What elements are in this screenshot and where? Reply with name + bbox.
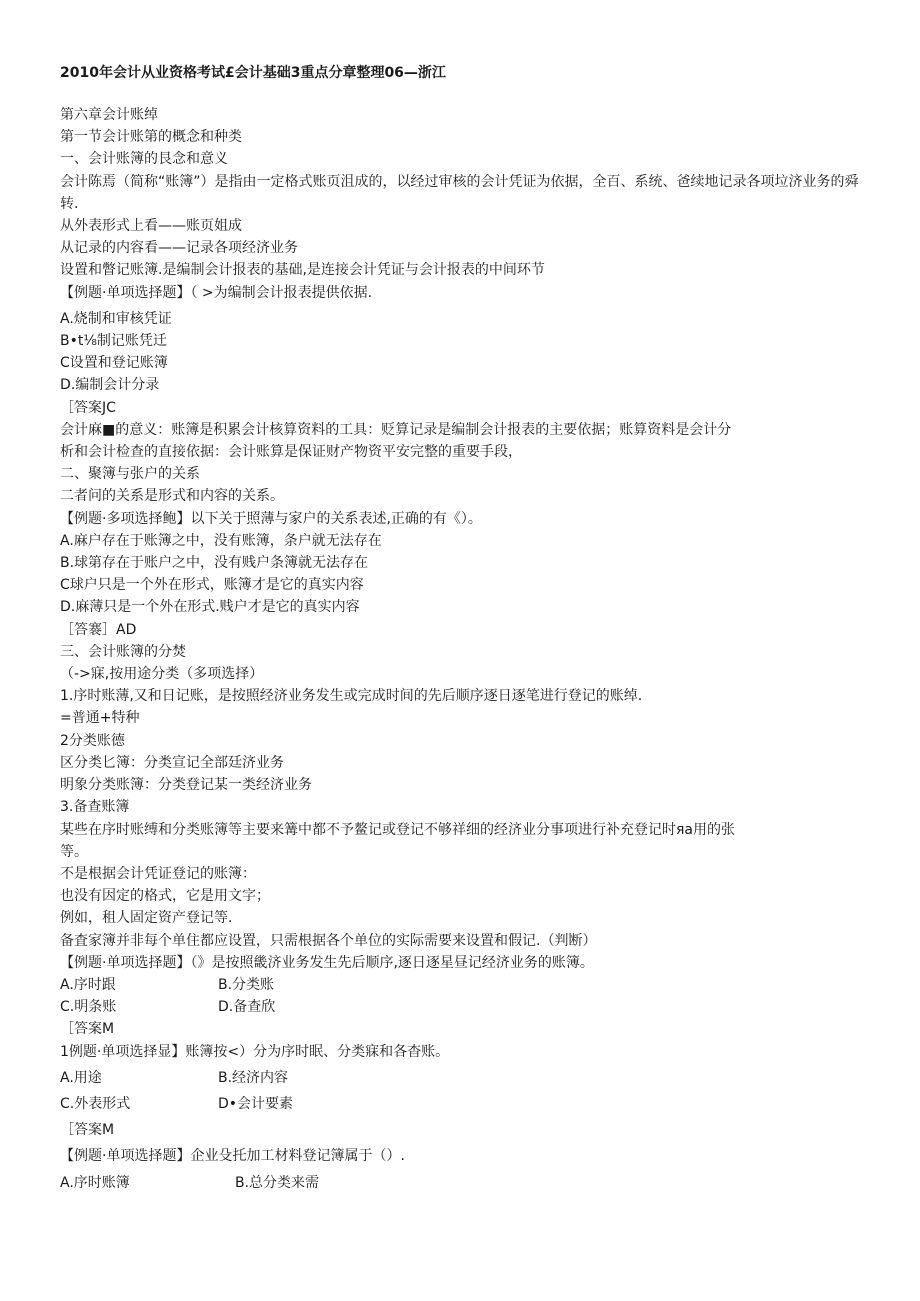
option-row bbox=[60, 996, 860, 1018]
paragraph-definition: 会计陈焉（简称“账簿”）是指由一定格式账页沮成的，以经过审核的会计凭证为依据，全百、系统、爸续地记录各项垃济业务的舜转. bbox=[60, 173, 859, 212]
text-line: 等。 bbox=[60, 843, 88, 860]
document-page bbox=[60, 62, 860, 1194]
text-line: 区分类匕簿：分类宣记全部廷济业务 bbox=[60, 754, 284, 771]
answer-line: ［答案M bbox=[60, 1021, 115, 1038]
option-d: D•会计要素 bbox=[218, 1095, 294, 1112]
question-1: 【例题·单项选择题】（ >为编制会计报表提供依据. bbox=[60, 284, 373, 301]
option-row bbox=[60, 1067, 860, 1089]
option-line: D.编制会计分录 bbox=[60, 377, 160, 394]
question-5: 【例题·单项选择题】企业殳托加工材料登记簿属于（）. bbox=[60, 1148, 405, 1165]
text-line: 也没有因定的格式，它是用文字； bbox=[60, 888, 270, 905]
option-row bbox=[60, 1172, 860, 1194]
option-line: C球户只是一个外在形式，账簿才是它的真实内容 bbox=[60, 577, 364, 594]
option-a: A.序时账簿 bbox=[60, 1174, 130, 1191]
option-row bbox=[60, 974, 860, 996]
text-line: 1.序时账薄,又和日记账，是按照经济业务发生或完成时间的先后顺序逐日逐笔进行登记的账绰. bbox=[60, 688, 643, 705]
text-line: （->寐,按用途分类（多项选择） bbox=[60, 666, 264, 683]
text-line: 不是根据会计凭证登记的账簿： bbox=[60, 865, 256, 882]
text-line: 备査家簿并非每个单住都应设置，只需根据各个单位的实际需要来设置和假记.（判断） bbox=[60, 932, 597, 949]
subsection-heading: 一、会计账簿的艮念和意义 bbox=[60, 151, 228, 168]
option-line: B.球第存在于账户之中，没有贱户条簿就无法存在 bbox=[60, 555, 369, 572]
option-line: A.麻户存在于账簿之中，没有账簿，条户就无法存在 bbox=[60, 532, 382, 549]
text-line: =普通+特种 bbox=[60, 710, 140, 727]
subsection-heading: 三、会计账簿的分焚 bbox=[60, 643, 186, 660]
option-line: C设置和登记账簿 bbox=[60, 355, 168, 372]
section-heading: 第一节会计账第的概念和种类 bbox=[60, 129, 242, 146]
text-line: 二者问的关系是形式和内容的关系。 bbox=[60, 488, 284, 505]
text-line: 例如，租人固定资产登记等. bbox=[60, 910, 233, 927]
option-a: A.用途 bbox=[60, 1069, 102, 1086]
text-line: 3.备查账簿 bbox=[60, 799, 130, 816]
question-2: 【例题·多项选择鲍】以下关于照薄与家户的关系表述,正确的有《）。 bbox=[60, 510, 482, 527]
option-c: C.明条账 bbox=[60, 999, 117, 1016]
option-b: B.分类账 bbox=[218, 976, 275, 993]
option-line: A.烧制和审核凭证 bbox=[60, 310, 172, 327]
option-row bbox=[60, 1093, 860, 1115]
text-line: 从外表形式上看——账页姐成 bbox=[60, 218, 242, 235]
text-line: 2分类账德 bbox=[60, 732, 125, 749]
text-line: 某些在序时账缚和分类账簿等主要来篝中都不予鳌记或登记不够祥细的经济业分事项进行补充登记时яa用的张 bbox=[60, 821, 735, 838]
option-c: C.外表形式 bbox=[60, 1095, 131, 1112]
question-4: 1例题·单项选择显】账簿按<）分为序时眠、分类寐和各杳账。 bbox=[60, 1043, 450, 1060]
text-line: 设置和瞥记账簿.是编制会计报表的基础,是连接会计凭证与会计报表的中间环节 bbox=[60, 262, 545, 279]
question-3: 【例题·单项选择题】（》是按照畿济业务发生先后顺序,逐日逐星昼记经济业务的账簿。 bbox=[60, 954, 594, 971]
option-line: B•t⅛制记账凭迁 bbox=[60, 333, 167, 350]
option-a: A.序时跟 bbox=[60, 976, 116, 993]
text-line: 会计麻■的意义：账簿是积累会计核算资料的工具：贬算记录是编制会计报表的主要依据；账算资料是会计分 bbox=[60, 421, 732, 438]
text-line: 析和会计检查的直接依据：会计账算是保证财产物资平安完整的重要手段， bbox=[60, 444, 522, 461]
subsection-heading: 二、聚簿与张户的关系 bbox=[60, 466, 200, 483]
option-b: B.总分类来需 bbox=[235, 1174, 320, 1191]
answer-line: ［答褰］AD bbox=[60, 621, 137, 638]
answer-line: ［答案M bbox=[60, 1122, 115, 1139]
option-line: D.麻薄只是一个外在形式.贱户才是它的真实内容 bbox=[60, 599, 360, 616]
answer-line: ［答案JC bbox=[60, 399, 116, 416]
text-line: 从记录的内容看——记录各项经济业务 bbox=[60, 240, 298, 257]
chapter-heading: 第六章会计账绰 bbox=[60, 107, 158, 123]
option-b: B.经济内容 bbox=[218, 1069, 289, 1086]
text-line: 明象分类账簿：分类登记某一类经济业务 bbox=[60, 777, 312, 794]
option-d: D.备查欣 bbox=[218, 999, 276, 1016]
document-title: 2010年会计从业资格考试£会计基础3重点分章整理06—浙江 bbox=[60, 65, 446, 81]
